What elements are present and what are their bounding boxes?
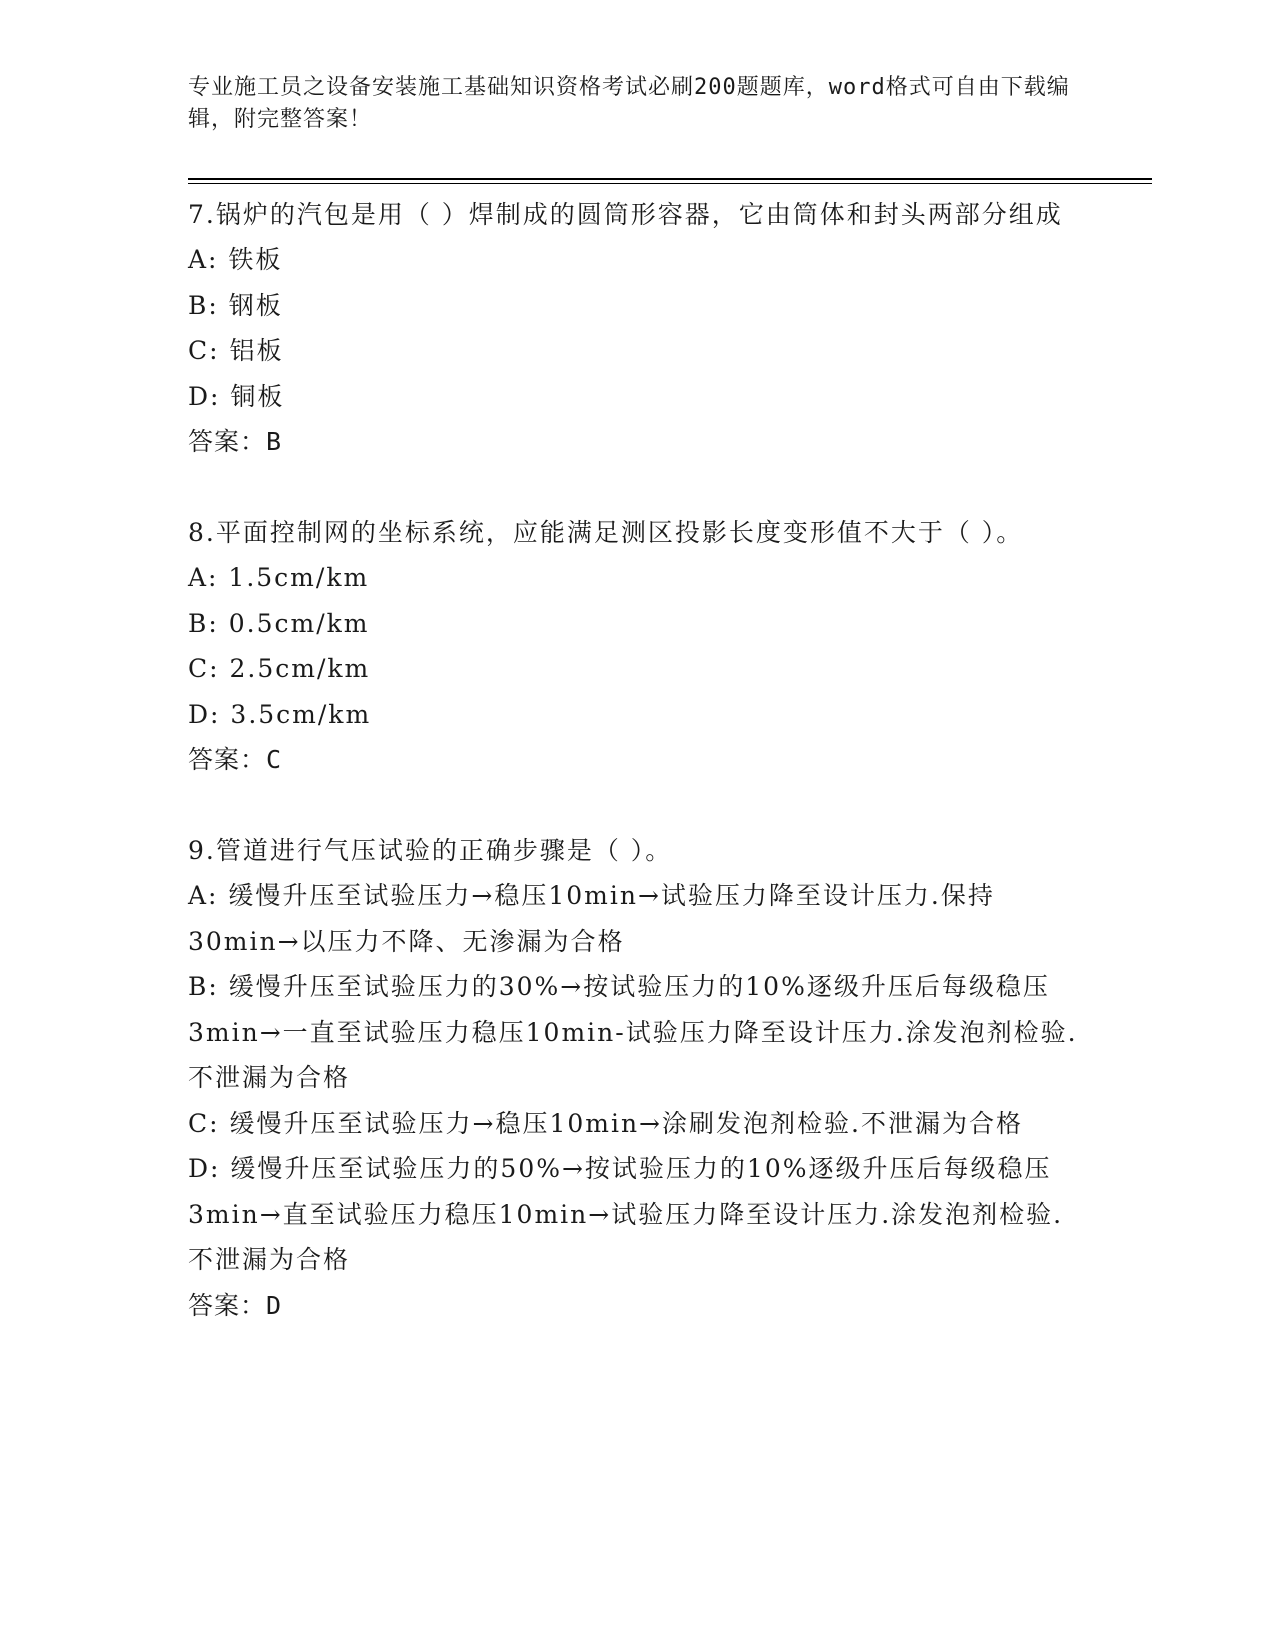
- question-stem: 7.锅炉的汽包是用（ ）焊制成的圆筒形容器，它由筒体和封头两部分组成: [188, 200, 1063, 229]
- question-spacer: [188, 782, 1088, 828]
- question-stem: 9.管道进行气压试验的正确步骤是（ ）。: [188, 836, 673, 865]
- question-7: [188, 192, 1088, 464]
- question-8: [188, 510, 1088, 782]
- option-b: B: 钢板: [188, 290, 283, 320]
- option-c: C: 铝板: [188, 336, 284, 365]
- option-c: C: 2.5cm/km: [188, 654, 371, 683]
- option-b: B: 0.5cm/km: [188, 608, 370, 638]
- document-header: 专业施工员之设备安装施工基础知识资格考试必刷200题题库，word格式可自由下载编辑，附完整答案！: [188, 75, 1070, 132]
- option-d: D: 缓慢升压至试验压力的50%→按试验压力的10%逐级升压后每级稳压3min→直至试验压力稳压10min→试验压力降至设计压力.涂发泡剂检验.不泄漏为合格: [188, 1154, 1064, 1274]
- answer-line: 答案：C: [188, 745, 283, 774]
- answer-line: 答案：B: [188, 427, 283, 456]
- header-divider-thick: [188, 178, 1152, 180]
- answer-line: 答案：D: [188, 1290, 283, 1320]
- question-9: [188, 828, 1088, 1328]
- option-c: C: 缓慢升压至试验压力→稳压10min→涂刷发泡剂检验.不泄漏为合格: [188, 1108, 1023, 1138]
- header-divider-thin: [188, 183, 1152, 184]
- option-a: A: 缓慢升压至试验压力→稳压10min→试验压力降至设计压力.保持30min→以压力不降、无渗漏为合格: [188, 881, 995, 956]
- question-list: [188, 192, 1088, 1328]
- option-d: D: 3.5cm/km: [188, 699, 372, 729]
- option-a: A: 铁板: [188, 245, 283, 274]
- question-stem: 8.平面控制网的坐标系统，应能满足测区投影长度变形值不大于（ ）。: [188, 518, 1024, 547]
- question-spacer: [188, 464, 1088, 510]
- option-d: D: 铜板: [188, 381, 285, 411]
- option-a: A: 1.5cm/km: [188, 563, 370, 592]
- option-b: B: 缓慢升压至试验压力的30%→按试验压力的10%逐级升压后每级稳压3min→一直至试验压力稳压10min-试验压力降至设计压力.涂发泡剂检验.不泄漏为合格: [188, 972, 1078, 1092]
